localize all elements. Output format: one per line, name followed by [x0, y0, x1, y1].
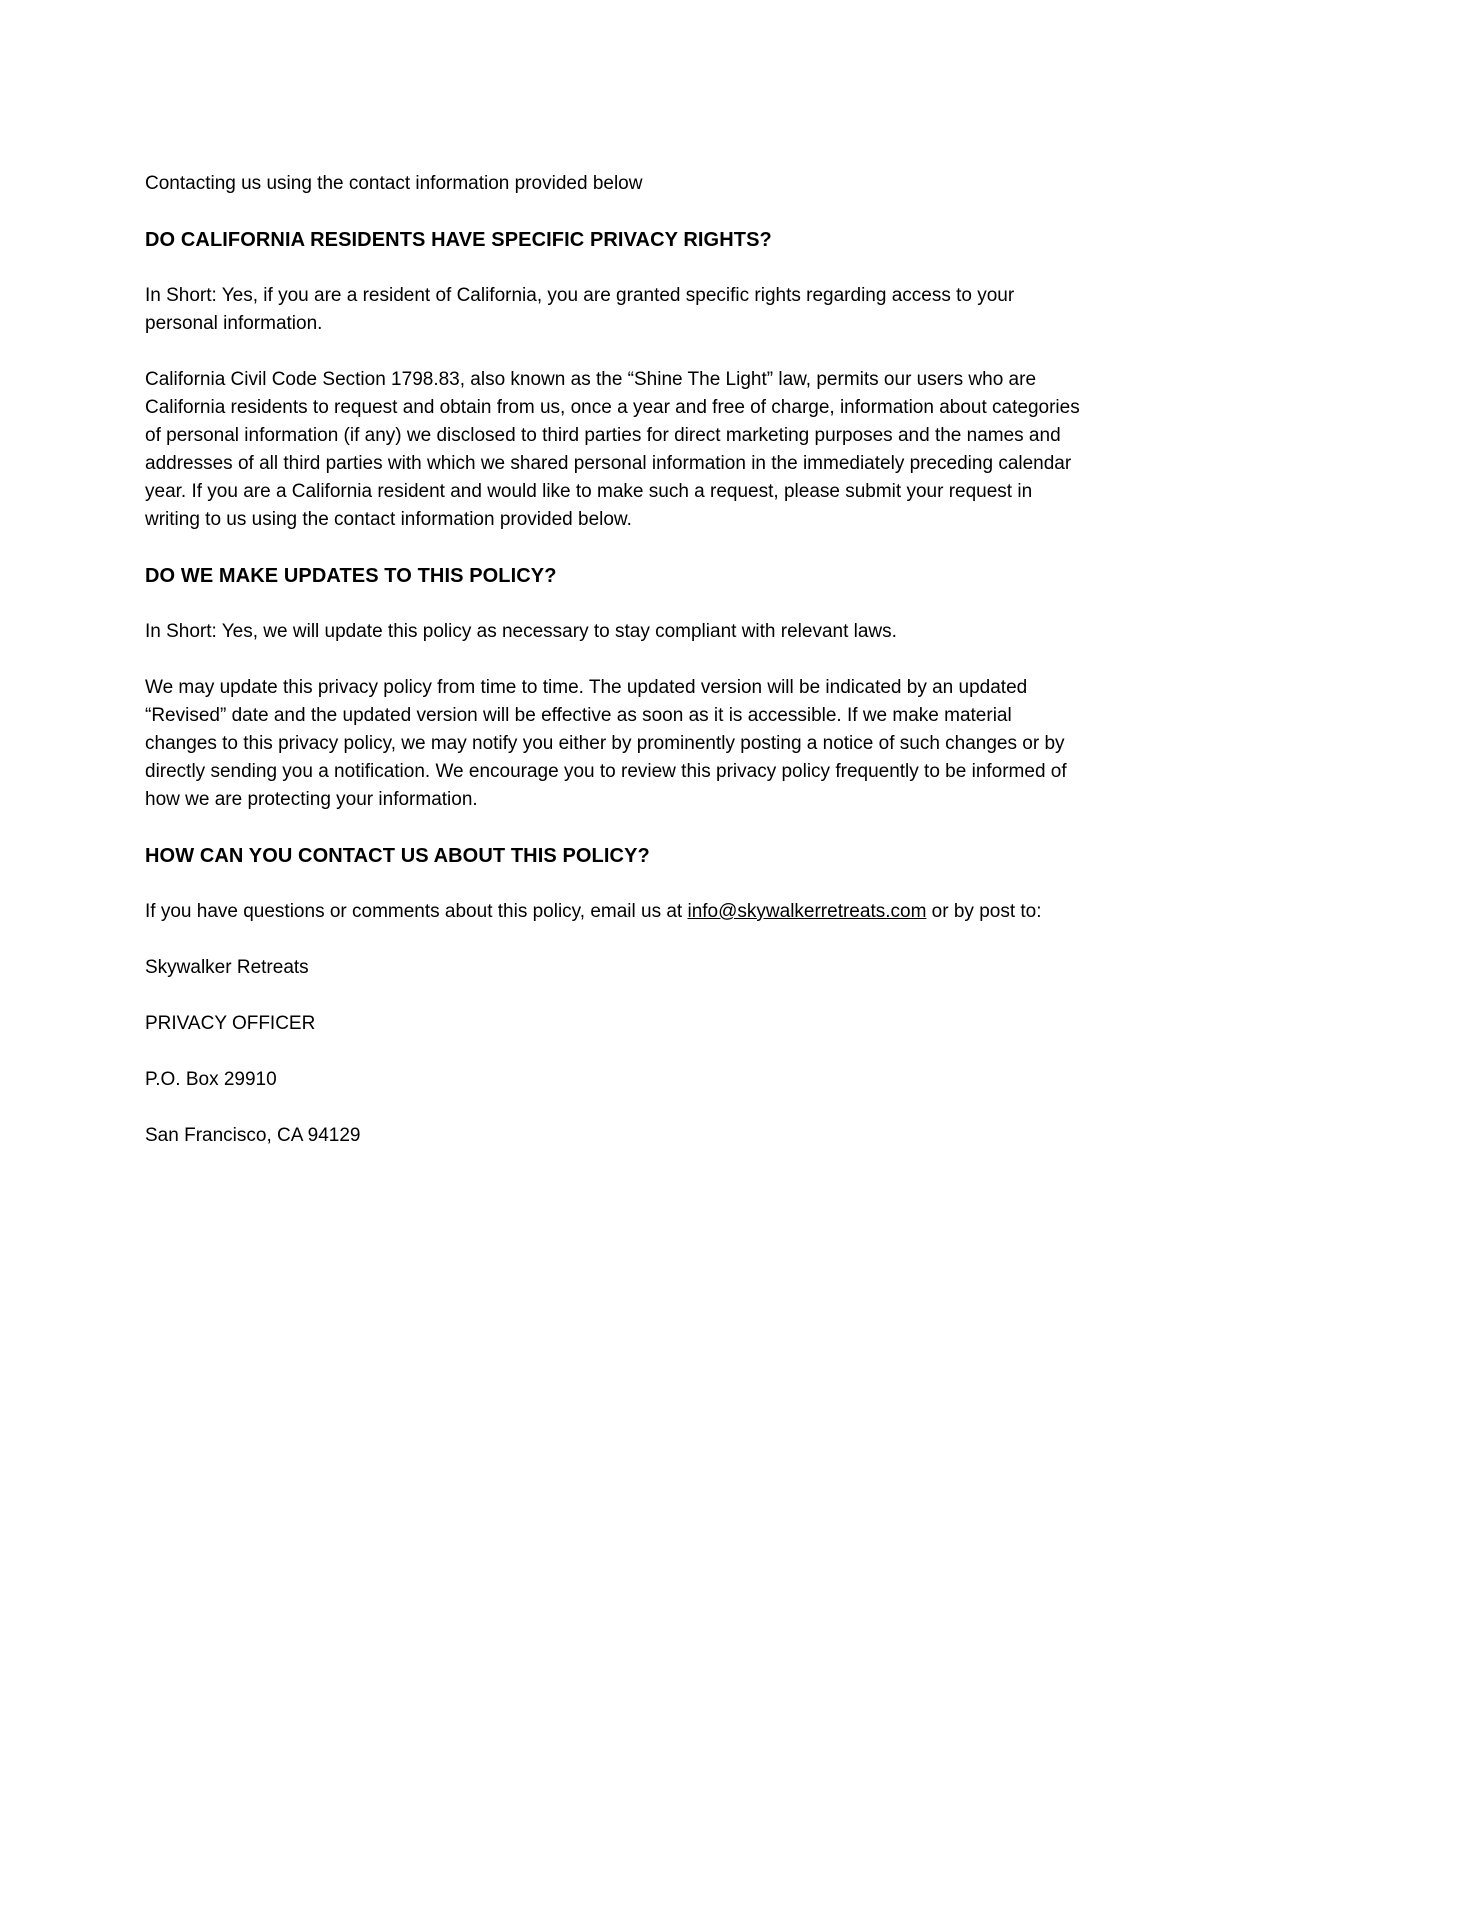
- updates-body-paragraph: We may update this privacy policy from time to time. The updated version will be indicated by an updated “Revised” date and the updated version will be effective as soon as it is accessible. If we make material changes to this privacy policy, we may notify you either by prominently posting a notice of such changes or by directly sending you a notification. We encourage you to review this privacy policy frequently to be informed of how we are protecting your information.: [145, 677, 1067, 810]
- contact-email-link[interactable]: info@skywalkerretreats.com: [687, 901, 927, 922]
- section-heading-contact: HOW CAN YOU CONTACT US ABOUT THIS POLICY?: [145, 845, 650, 867]
- contact-text-before-link: If you have questions or comments about this policy, email us at: [145, 901, 688, 922]
- intro-paragraph: Contacting us using the contact information provided below: [145, 173, 643, 194]
- address-line-po-box: P.O. Box 29910: [145, 1069, 277, 1090]
- document-content: [145, 170, 1080, 1150]
- section-heading-california-rights: DO CALIFORNIA RESIDENTS HAVE SPECIFIC PRIVACY RIGHTS?: [145, 229, 772, 251]
- address-line-city-state-zip: San Francisco, CA 94129: [145, 1125, 361, 1146]
- california-body-paragraph: California Civil Code Section 1798.83, also known as the “Shine The Light” law, permits our users who are California residents to request and obtain from us, once a year and free of charge, information about categories of personal information (if any) we disclosed to third parties for direct marketing purposes and the names and addresses of all third parties with which we shared personal information in the immediately preceding calendar year. If you are a California resident and would like to make such a request, please submit your request in writing to us using the contact information provided below.: [145, 369, 1080, 530]
- section-heading-policy-updates: DO WE MAKE UPDATES TO THIS POLICY?: [145, 565, 557, 587]
- address-line-recipient: PRIVACY OFFICER: [145, 1013, 316, 1034]
- updates-in-short-paragraph: In Short: Yes, we will update this policy as necessary to stay compliant with relevant laws.: [145, 621, 897, 642]
- contact-text-after-link: or by post to:: [926, 901, 1042, 922]
- address-line-company: Skywalker Retreats: [145, 957, 309, 978]
- california-in-short-paragraph: In Short: Yes, if you are a resident of California, you are granted specific rights regarding access to your personal information.: [145, 285, 1015, 334]
- contact-paragraph: [145, 898, 1080, 926]
